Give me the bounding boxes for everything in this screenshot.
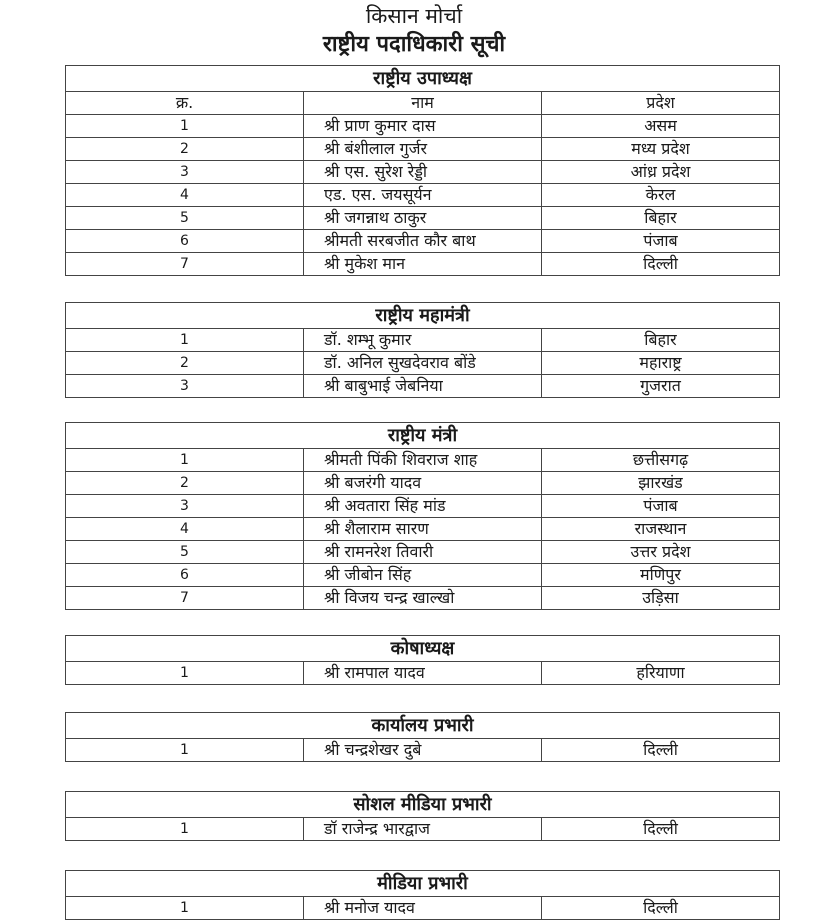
officer-name: श्रीमती पिंकी शिवराज शाह xyxy=(304,449,542,472)
officer-state: दिल्ली xyxy=(542,818,780,841)
officer-name: श्री चन्द्रशेखर दुबे xyxy=(304,739,542,762)
officer-name: श्री मुकेश मान xyxy=(304,253,542,276)
officer-name: श्री रामपाल यादव xyxy=(304,662,542,685)
officer-table xyxy=(65,302,780,398)
table-row xyxy=(66,472,780,495)
officer-table xyxy=(65,791,780,841)
officer-name: श्री बजरंगी यादव xyxy=(304,472,542,495)
officer-name: श्री जगन्नाथ ठाकुर xyxy=(304,207,542,230)
row-number: 2 xyxy=(66,472,304,495)
officer-table xyxy=(65,422,780,610)
officer-name: डॉ राजेन्द्र भारद्वाज xyxy=(304,818,542,841)
officer-table xyxy=(65,635,780,685)
section-title: मीडिया प्रभारी xyxy=(66,871,780,897)
officer-name: श्री अवतारा सिंह मांड xyxy=(304,495,542,518)
row-number: 1 xyxy=(66,818,304,841)
officer-name: श्री प्राण कुमार दास xyxy=(304,115,542,138)
table-row xyxy=(66,375,780,398)
officer-name: श्री शैलाराम सारण xyxy=(304,518,542,541)
table-row xyxy=(66,449,780,472)
officer-state: उत्तर प्रदेश xyxy=(542,541,780,564)
officer-state: महाराष्ट्र xyxy=(542,352,780,375)
row-number: 3 xyxy=(66,375,304,398)
row-number: 6 xyxy=(66,230,304,253)
row-number: 7 xyxy=(66,587,304,610)
officer-name: श्री रामनरेश तिवारी xyxy=(304,541,542,564)
section-title: सोशल मीडिया प्रभारी xyxy=(66,792,780,818)
officer-name: एड. एस. जयसूर्यन xyxy=(304,184,542,207)
table-row xyxy=(66,662,780,685)
column-header-name: नाम xyxy=(304,92,542,115)
officer-state: उड़िसा xyxy=(542,587,780,610)
section-title: कार्यालय प्रभारी xyxy=(66,713,780,739)
officer-table xyxy=(65,712,780,762)
officer-state: असम xyxy=(542,115,780,138)
row-number: 4 xyxy=(66,518,304,541)
row-number: 1 xyxy=(66,329,304,352)
table-row xyxy=(66,495,780,518)
document-title: किसान मोर्चा xyxy=(365,4,463,28)
officer-state: दिल्ली xyxy=(542,253,780,276)
table-row xyxy=(66,115,780,138)
officer-state: गुजरात xyxy=(542,375,780,398)
table-row xyxy=(66,184,780,207)
table-row xyxy=(66,818,780,841)
table-row xyxy=(66,138,780,161)
officer-table xyxy=(65,65,780,276)
column-header-row xyxy=(66,92,780,115)
table-row xyxy=(66,207,780,230)
section-table xyxy=(65,791,780,841)
officer-state: छत्तीसगढ़ xyxy=(542,449,780,472)
officer-name: श्री जीबोन सिंह xyxy=(304,564,542,587)
officer-state: पंजाब xyxy=(542,230,780,253)
row-number: 5 xyxy=(66,207,304,230)
row-number: 1 xyxy=(66,115,304,138)
table-row xyxy=(66,161,780,184)
officer-name: श्री मनोज यादव xyxy=(304,897,542,920)
officer-name: श्री बाबुभाई जेबनिया xyxy=(304,375,542,398)
officer-state: केरल xyxy=(542,184,780,207)
officer-state: बिहार xyxy=(542,329,780,352)
document-subtitle: राष्ट्रीय पदाधिकारी सूची xyxy=(322,32,506,57)
section-title: राष्ट्रीय मंत्री xyxy=(66,423,780,449)
row-number: 1 xyxy=(66,897,304,920)
table-row xyxy=(66,253,780,276)
officer-state: दिल्ली xyxy=(542,739,780,762)
row-number: 3 xyxy=(66,495,304,518)
section-table xyxy=(65,302,780,398)
row-number: 1 xyxy=(66,449,304,472)
row-number: 2 xyxy=(66,138,304,161)
table-row xyxy=(66,541,780,564)
row-number: 1 xyxy=(66,662,304,685)
section-table xyxy=(65,635,780,685)
row-number: 1 xyxy=(66,739,304,762)
officer-state: मध्य प्रदेश xyxy=(542,138,780,161)
row-number: 3 xyxy=(66,161,304,184)
table-row xyxy=(66,329,780,352)
section-title: राष्ट्रीय उपाध्यक्ष xyxy=(66,66,780,92)
officer-name: श्री एस. सुरेश रेड्डी xyxy=(304,161,542,184)
row-number: 4 xyxy=(66,184,304,207)
section-table xyxy=(65,65,780,276)
officer-state: आंध्र प्रदेश xyxy=(542,161,780,184)
row-number: 5 xyxy=(66,541,304,564)
row-number: 7 xyxy=(66,253,304,276)
table-row xyxy=(66,352,780,375)
officer-state: झारखंड xyxy=(542,472,780,495)
table-row xyxy=(66,587,780,610)
table-row xyxy=(66,564,780,587)
table-row xyxy=(66,230,780,253)
officer-state: राजस्थान xyxy=(542,518,780,541)
table-row xyxy=(66,518,780,541)
table-row xyxy=(66,739,780,762)
officer-name: डॉ. अनिल सुखदेवराव बोंडे xyxy=(304,352,542,375)
officer-table xyxy=(65,870,780,920)
section-title: कोषाध्यक्ष xyxy=(66,636,780,662)
section-table xyxy=(65,422,780,610)
officer-state: पंजाब xyxy=(542,495,780,518)
column-header-state: प्रदेश xyxy=(542,92,780,115)
officer-name: डॉ. शम्भू कुमार xyxy=(304,329,542,352)
officer-state: हरियाणा xyxy=(542,662,780,685)
table-row xyxy=(66,897,780,920)
section-table xyxy=(65,712,780,762)
row-number: 2 xyxy=(66,352,304,375)
column-header-number: क्र. xyxy=(66,92,304,115)
officer-state: बिहार xyxy=(542,207,780,230)
section-table xyxy=(65,870,780,920)
officer-name: श्री बंशीलाल गुर्जर xyxy=(304,138,542,161)
officer-name: श्रीमती सरबजीत कौर बाथ xyxy=(304,230,542,253)
row-number: 6 xyxy=(66,564,304,587)
officer-state: मणिपुर xyxy=(542,564,780,587)
section-title: राष्ट्रीय महामंत्री xyxy=(66,303,780,329)
officer-state: दिल्ली xyxy=(542,897,780,920)
officer-name: श्री विजय चन्द्र खाल्खो xyxy=(304,587,542,610)
